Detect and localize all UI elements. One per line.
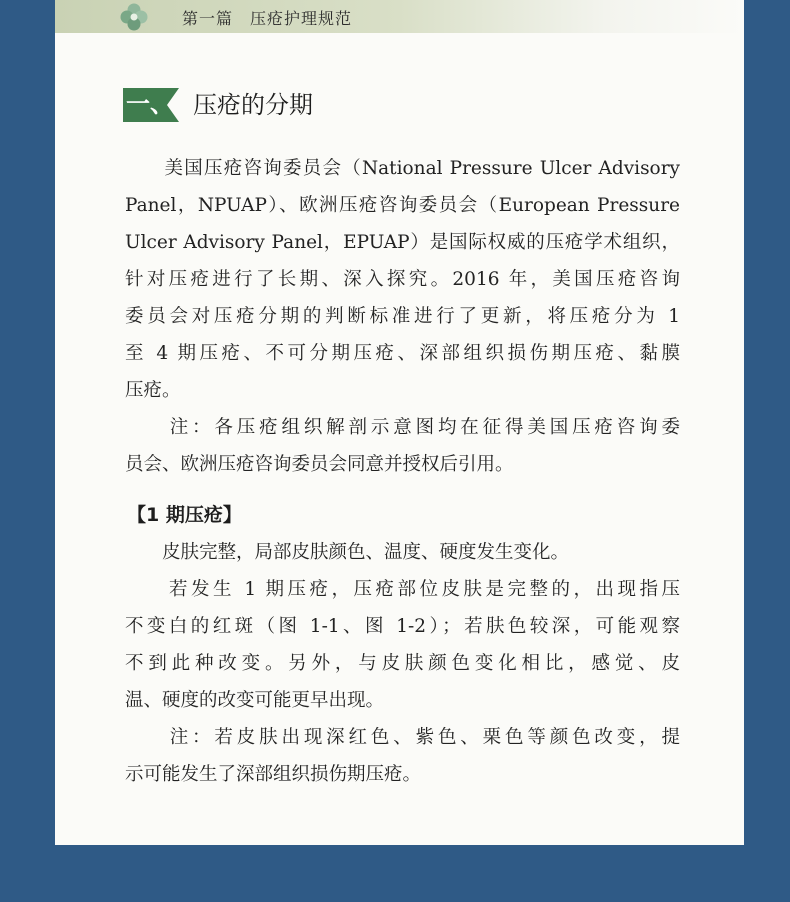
running-header-title: 第一篇 压疮护理规范: [182, 9, 353, 28]
stage-1-heading: 【1 期压疮】: [127, 504, 242, 526]
paragraph-line: Ulcer Advisory Panel，EPUAP）是国际权威的压疮学术组织，: [125, 232, 680, 253]
clover-icon: [119, 2, 149, 32]
note-line: 员会、欧洲压疮咨询委员会同意并授权后引用。: [125, 454, 514, 475]
note-line: 注：各压疮组织解剖示意图均在征得美国压疮咨询委: [125, 417, 680, 438]
stage-1-line: 不到此种改变。另外，与皮肤颜色变化相比，感觉、皮: [125, 653, 680, 674]
section-title: 压疮的分期: [193, 91, 313, 119]
stage-1-line: 不变白的红斑（图 1-1、图 1-2）；若肤色较深，可能观察: [125, 616, 680, 637]
paragraph-line: 委员会对压疮分期的判断标准进行了更新，将压疮分为 1: [125, 306, 680, 327]
paragraph-line: Panel，NPUAP）、欧洲压疮咨询委员会（European Pressure: [125, 195, 680, 216]
stage-1-note-line: 示可能发生了深部组织损伤期压疮。: [125, 764, 422, 785]
section-number: 一、: [126, 90, 174, 118]
paragraph-line: 针对压疮进行了长期、深入探究。2016 年，美国压疮咨询: [125, 269, 680, 290]
stage-1-line: 若发生 1 期压疮，压疮部位皮肤是完整的，出现指压: [125, 579, 680, 600]
paragraph-line: 美国压疮咨询委员会（National Pressure Ulcer Advisory: [125, 158, 680, 179]
paragraph-line: 至 4 期压疮、不可分期压疮、深部组织损伤期压疮、黏膜: [125, 343, 680, 364]
paragraph-line: 压疮。: [125, 380, 181, 401]
book-page: [55, 0, 744, 845]
running-header-band: [55, 0, 744, 33]
stage-1-note-line: 注：若皮肤出现深红色、紫色、栗色等颜色改变，提: [125, 727, 680, 748]
stage-1-line: 温、硬度的改变可能更早出现。: [125, 690, 385, 711]
stage-1-definition: 皮肤完整，局部皮肤颜色、温度、硬度发生变化。: [125, 542, 570, 563]
